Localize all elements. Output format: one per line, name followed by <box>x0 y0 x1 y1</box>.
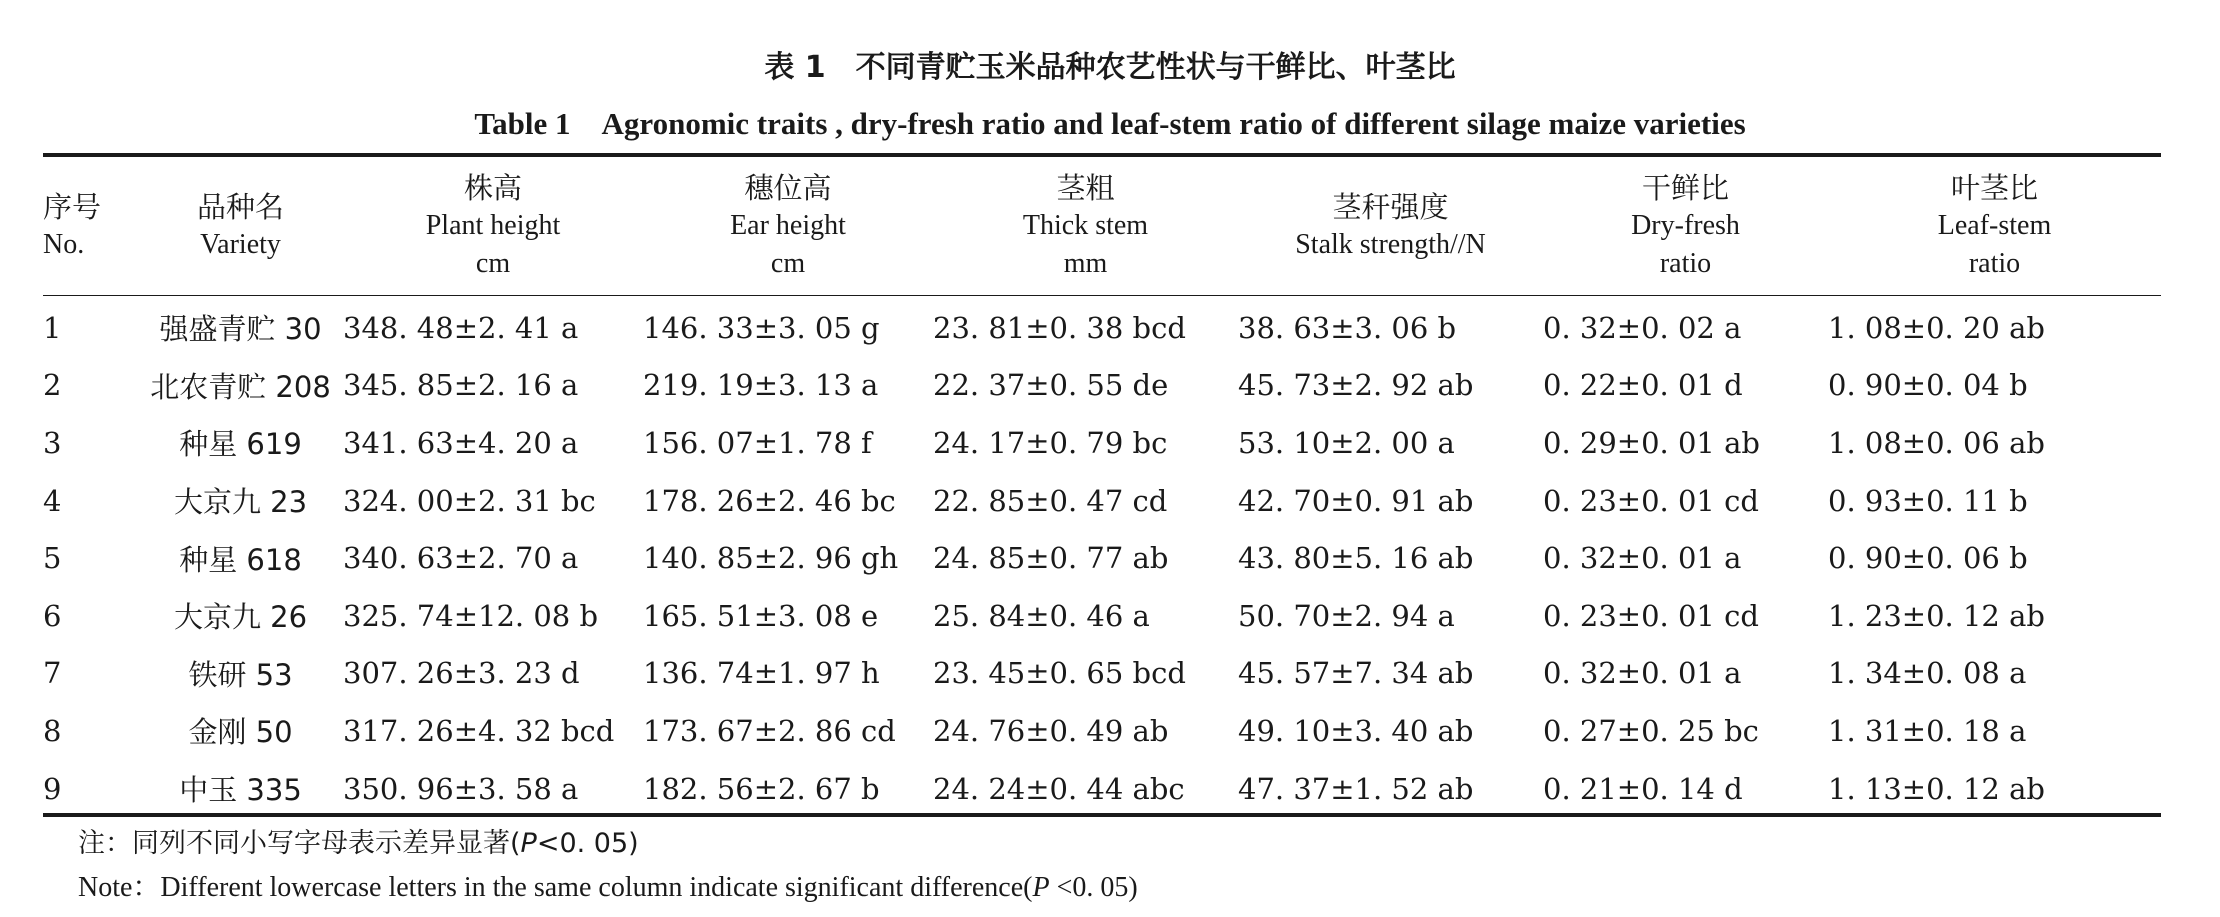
header-ear-height-cn: 穗位高 <box>744 171 832 205</box>
cell-thick-stem: 22. 85±0. 47 cd <box>933 483 1168 518</box>
cell-leaf-stem-ratio: 1. 08±0. 06 ab <box>1828 425 2045 460</box>
cell-leaf-stem-ratio: 0. 90±0. 06 b <box>1828 541 2028 576</box>
note-chinese-p: P <box>520 828 537 859</box>
cell-thick-stem: 23. 45±0. 65 bcd <box>933 656 1186 691</box>
table-body <box>43 295 2161 817</box>
cell-plant-height: 307. 26±3. 23 d <box>343 656 580 691</box>
header-ear-height <box>643 157 933 295</box>
cell-dry-fresh-ratio: 0. 27±0. 25 bc <box>1543 713 1759 748</box>
table-row <box>43 702 2161 760</box>
table-row <box>43 472 2161 530</box>
cell-plant-height: 317. 26±4. 32 bcd <box>343 713 615 748</box>
table-row <box>43 760 2161 818</box>
cell-dry-fresh-ratio: 0. 32±0. 02 a <box>1543 310 1742 345</box>
cell-no: 6 <box>43 598 62 633</box>
cell-dry-fresh-ratio: 0. 22±0. 01 d <box>1543 368 1743 403</box>
table-row <box>43 414 2161 472</box>
note-chinese-threshold: <0. 05) <box>536 828 639 859</box>
cell-plant-height: 324. 00±2. 31 bc <box>343 483 596 518</box>
cell-no: 3 <box>43 425 62 460</box>
cell-stalk-strength: 42. 70±0. 91 ab <box>1238 483 1474 518</box>
table-notes <box>78 822 1138 910</box>
cell-dry-fresh-ratio: 0. 32±0. 01 a <box>1543 541 1742 576</box>
header-no-en-0: No. <box>43 229 85 260</box>
cell-leaf-stem-ratio: 1. 08±0. 20 ab <box>1828 310 2045 345</box>
cell-no: 5 <box>43 541 62 576</box>
cell-no: 1 <box>43 310 62 345</box>
cell-no: 8 <box>43 713 62 748</box>
cell-leaf-stem-ratio: 0. 90±0. 04 b <box>1828 368 2028 403</box>
header-variety <box>138 157 343 295</box>
header-plant-height-en-0: Plant height <box>425 210 561 241</box>
cell-variety: 种星 619 <box>179 427 302 462</box>
header-no <box>43 157 138 295</box>
cell-leaf-stem-ratio: 1. 23±0. 12 ab <box>1828 598 2045 633</box>
cell-variety: 大京九 23 <box>173 485 308 520</box>
header-leaf-stem-ratio <box>1828 157 2161 295</box>
cell-variety: 大京九 26 <box>173 600 308 635</box>
cell-variety: 强盛青贮 30 <box>159 312 322 347</box>
header-row <box>43 157 2161 295</box>
header-dry-fresh-ratio-cn: 干鲜比 <box>1641 171 1729 205</box>
header-leaf-stem-ratio-cn: 叶茎比 <box>1950 171 2038 205</box>
cell-no: 4 <box>43 483 62 518</box>
cell-no: 9 <box>43 771 62 806</box>
note-english-p: P <box>1032 872 1050 903</box>
header-stalk-strength <box>1238 157 1543 295</box>
header-variety-en-0: Variety <box>200 229 281 260</box>
header-dry-fresh-ratio <box>1543 157 1828 295</box>
cell-plant-height: 345. 85±2. 16 a <box>343 368 579 403</box>
cell-thick-stem: 25. 84±0. 46 a <box>933 598 1150 633</box>
header-plant-height-en-1: cm <box>475 248 511 279</box>
cell-ear-height: 173. 67±2. 86 cd <box>643 713 896 748</box>
table-row <box>43 357 2161 415</box>
table-row <box>43 529 2161 587</box>
cell-plant-height: 348. 48±2. 41 a <box>343 310 579 345</box>
cell-dry-fresh-ratio: 0. 23±0. 01 cd <box>1543 598 1759 633</box>
cell-variety: 金刚 50 <box>188 715 293 750</box>
header-leaf-stem-ratio-en-0: Leaf-stem <box>1937 210 2052 241</box>
cell-stalk-strength: 45. 73±2. 92 ab <box>1238 368 1474 403</box>
cell-thick-stem: 24. 24±0. 44 abc <box>933 771 1185 806</box>
cell-ear-height: 178. 26±2. 46 bc <box>643 483 896 518</box>
cell-dry-fresh-ratio: 0. 21±0. 14 d <box>1543 771 1743 806</box>
cell-stalk-strength: 49. 10±3. 40 ab <box>1238 713 1474 748</box>
cell-no: 2 <box>43 368 62 403</box>
header-thick-stem-cn: 茎粗 <box>1056 171 1115 205</box>
cell-variety: 中玉 335 <box>179 773 302 808</box>
cell-ear-height: 156. 07±1. 78 f <box>643 425 872 460</box>
header-thick-stem-en-1: mm <box>1063 248 1108 279</box>
cell-leaf-stem-ratio: 1. 13±0. 12 ab <box>1828 771 2045 806</box>
cell-thick-stem: 24. 85±0. 77 ab <box>933 541 1169 576</box>
header-no-cn: 序号 <box>43 190 102 224</box>
note-english-threshold: <0. 05) <box>1049 872 1138 903</box>
table-title-english: Table 1 Agronomic traits , dry-fresh ratio and leaf-stem ratio of different silage maize varieties <box>474 106 1746 141</box>
cell-dry-fresh-ratio: 0. 29±0. 01 ab <box>1543 425 1760 460</box>
cell-thick-stem: 24. 76±0. 49 ab <box>933 713 1169 748</box>
cell-ear-height: 219. 19±3. 13 a <box>643 368 879 403</box>
cell-ear-height: 182. 56±2. 67 b <box>643 771 880 806</box>
note-english <box>78 866 1138 910</box>
table-row <box>43 645 2161 703</box>
cell-variety: 种星 618 <box>179 542 302 577</box>
cell-dry-fresh-ratio: 0. 32±0. 01 a <box>1543 656 1742 691</box>
cell-plant-height: 340. 63±2. 70 a <box>343 541 579 576</box>
header-leaf-stem-ratio-en-1: ratio <box>1968 248 2021 279</box>
cell-stalk-strength: 50. 70±2. 94 a <box>1238 598 1455 633</box>
cell-thick-stem: 23. 81±0. 38 bcd <box>933 310 1186 345</box>
cell-stalk-strength: 53. 10±2. 00 a <box>1238 425 1455 460</box>
table-title-chinese: 表 1 不同青贮玉米品种农艺性状与干鲜比、叶茎比 <box>764 50 1456 85</box>
header-ear-height-en-0: Ear height <box>730 210 846 241</box>
header-plant-height-cn: 株高 <box>463 171 522 205</box>
header-thick-stem-en-0: Thick stem <box>1022 210 1149 241</box>
cell-stalk-strength: 47. 37±1. 52 ab <box>1238 771 1474 806</box>
cell-plant-height: 341. 63±4. 20 a <box>343 425 579 460</box>
cell-ear-height: 165. 51±3. 08 e <box>643 598 879 633</box>
data-table <box>43 157 2161 817</box>
cell-ear-height: 136. 74±1. 97 h <box>643 656 880 691</box>
cell-stalk-strength: 45. 57±7. 34 ab <box>1238 656 1474 691</box>
header-ear-height-en-1: cm <box>770 248 806 279</box>
header-stalk-strength-cn: 茎秆强度 <box>1332 190 1449 224</box>
cell-plant-height: 325. 74±12. 08 b <box>343 598 599 633</box>
header-dry-fresh-ratio-en-1: ratio <box>1659 248 1712 279</box>
cell-stalk-strength: 38. 63±3. 06 b <box>1238 310 1457 345</box>
header-dry-fresh-ratio-en-0: Dry-fresh <box>1631 210 1740 241</box>
cell-leaf-stem-ratio: 1. 34±0. 08 a <box>1828 656 2027 691</box>
cell-ear-height: 146. 33±3. 05 g <box>643 310 880 345</box>
cell-thick-stem: 24. 17±0. 79 bc <box>933 425 1168 460</box>
cell-no: 7 <box>43 656 62 691</box>
table-row <box>43 587 2161 645</box>
header-thick-stem <box>933 157 1238 295</box>
cell-leaf-stem-ratio: 1. 31±0. 18 a <box>1828 713 2027 748</box>
cell-ear-height: 140. 85±2. 96 gh <box>643 541 899 576</box>
cell-variety: 北农青贮 208 <box>150 369 331 404</box>
note-chinese <box>78 822 1138 866</box>
cell-leaf-stem-ratio: 0. 93±0. 11 b <box>1828 483 2028 518</box>
header-stalk-strength-en-0: Stalk strength//N <box>1295 229 1486 260</box>
cell-thick-stem: 22. 37±0. 55 de <box>933 368 1169 403</box>
note-chinese-text: 注：同列不同小写字母表示差异显著( <box>78 828 521 859</box>
cell-stalk-strength: 43. 80±5. 16 ab <box>1238 541 1474 576</box>
note-english-text: Note：Different lowercase letters in the same column indicate significant difference( <box>78 872 1033 903</box>
header-plant-height <box>343 157 643 295</box>
cell-plant-height: 350. 96±3. 58 a <box>343 771 579 806</box>
cell-dry-fresh-ratio: 0. 23±0. 01 cd <box>1543 483 1759 518</box>
cell-variety: 铁研 53 <box>188 657 293 692</box>
table-row <box>43 299 2161 357</box>
header-variety-cn: 品种名 <box>196 190 284 224</box>
